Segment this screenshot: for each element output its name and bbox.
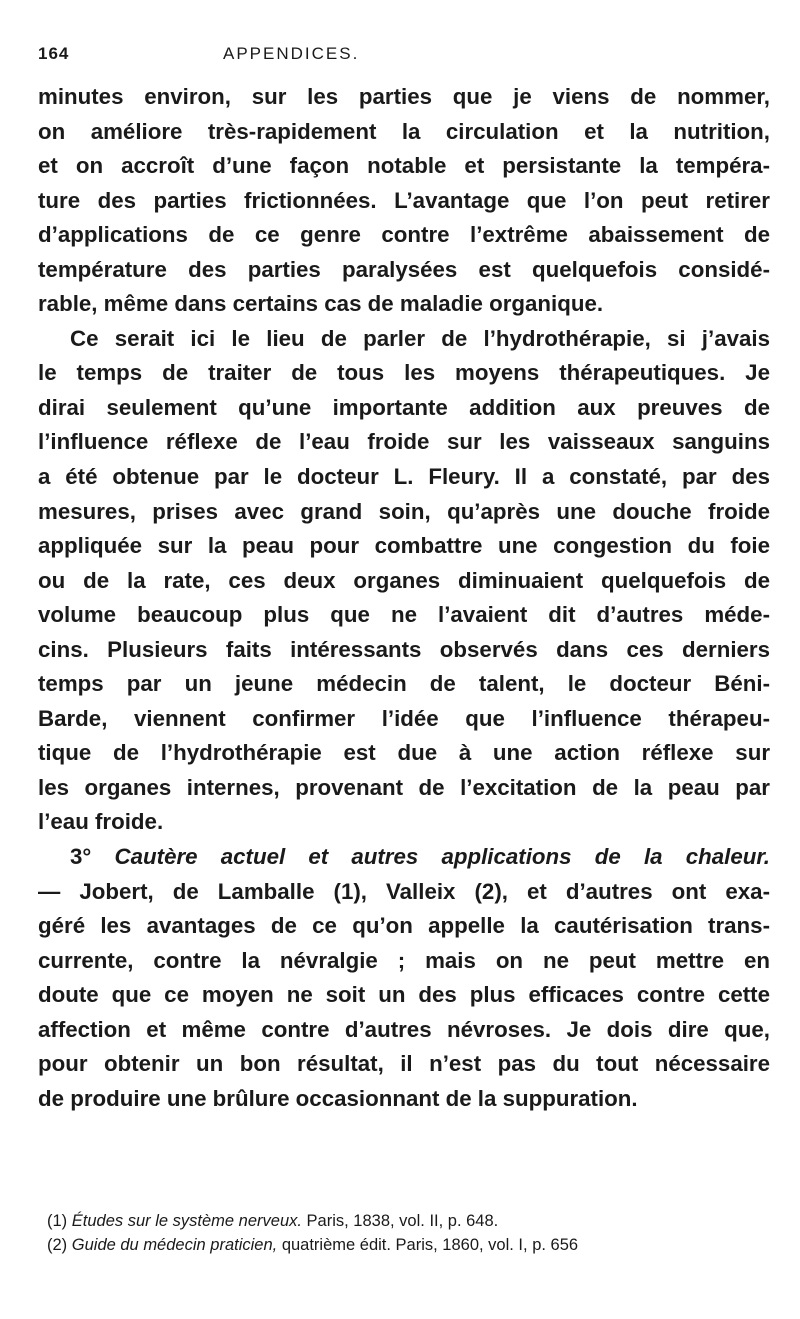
- text-line: rable, même dans certains cas de maladie organique.: [38, 291, 604, 317]
- text-line: cins. Plusieurs faits intéressants observés dans ces derniers: [38, 636, 770, 662]
- text-line: volume beaucoup plus que ne l’avaient dit d’autres méde-: [38, 602, 770, 628]
- text-line: et on accroît d’une façon notable et persistante la tempéra-: [38, 153, 770, 179]
- page-header: [38, 44, 770, 68]
- text-line: minutes environ, sur les parties que je viens de nommer,: [38, 84, 770, 109]
- section-title: Cautère actuel et autres applications de la chaleur.: [114, 844, 770, 870]
- footnote-mark: (2): [47, 1236, 68, 1254]
- text-line: mesures, prises avec grand soin, qu’après une douche froide: [38, 498, 770, 524]
- text-line: l’influence réflexe de l’eau froide sur les vaisseaux sanguins: [38, 429, 770, 455]
- text-line: les organes internes, provenant de l’excitation de la peau par: [38, 774, 770, 800]
- text-line: d’applications de ce genre contre l’extrême abaissement de: [38, 222, 770, 248]
- footnote-mark: (1): [47, 1212, 68, 1230]
- text-line: tique de l’hydrothérapie est due à une action réflexe sur: [38, 740, 770, 766]
- text-line: — Jobert, de Lamballe (1), Valleix (2), et d’autres ont exa-: [38, 878, 770, 904]
- footnote-2: [38, 1233, 770, 1257]
- text-line: température des parties paralysées est quelquefois considé-: [38, 256, 770, 282]
- text-line: affection et même contre d’autres névroses. Je dois dire que,: [38, 1016, 770, 1042]
- text-line: currente, contre la névralgie ; mais on ne peut mettre en: [38, 947, 770, 973]
- running-title: APPENDICES.: [223, 44, 360, 63]
- footnote-1: [38, 1209, 770, 1233]
- footnote-text: Paris, 1838, vol. II, p. 648.: [306, 1212, 499, 1230]
- text-line: doute que ce moyen ne soit un des plus efficaces contre cette: [38, 982, 770, 1008]
- text-line: de produire une brûlure occasionnant de la suppuration.: [38, 1085, 638, 1111]
- text-line: géré les avantages de ce qu’on appelle la cautérisation trans-: [38, 913, 770, 939]
- footnotes: [38, 1209, 770, 1257]
- text-line: appliquée sur la peau pour combattre une congestion du foie: [38, 533, 770, 559]
- text-line: Ce serait ici le lieu de parler de l’hydrothérapie, si j’avais: [70, 325, 770, 351]
- section-number: 3°: [70, 844, 92, 870]
- text-line: a été obtenue par le docteur L. Fleury. Il a constaté, par des: [38, 464, 770, 490]
- text-line: le temps de traiter de tous les moyens thérapeutiques. Je: [38, 360, 770, 386]
- footnote-title: Guide du médecin praticien,: [71, 1236, 278, 1254]
- text-line: on améliore très-rapidement la circulation et la nutrition,: [38, 118, 770, 144]
- text-line: l’eau froide.: [38, 809, 164, 835]
- text-line: Barde, viennent confirmer l’idée que l’influence thérapeu-: [38, 705, 770, 731]
- text-line: ou de la rate, ces deux organes diminuaient quelquefois de: [38, 567, 770, 593]
- section-heading: [38, 840, 770, 875]
- text-line: temps par un jeune médecin de talent, le docteur Béni-: [38, 671, 770, 697]
- text-line: pour obtenir un bon résultat, il n’est pas du tout nécessaire: [38, 1051, 770, 1077]
- text-line: dirai seulement qu’une importante addition aux preuves de: [38, 394, 770, 420]
- page-number: 164: [38, 44, 70, 63]
- footnote-text: quatrième édit. Paris, 1860, vol. I, p. 656: [281, 1236, 579, 1254]
- body-text: [38, 80, 770, 1116]
- footnote-title: Études sur le système nerveux.: [71, 1212, 302, 1230]
- text-line: ture des parties frictionnées. L’avantage que l’on peut retirer: [38, 187, 770, 213]
